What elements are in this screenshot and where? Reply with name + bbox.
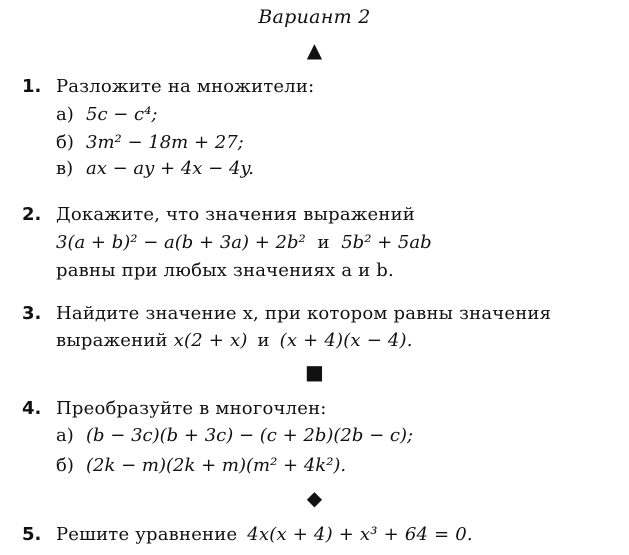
task-2-footer: равны при любых значениях a и b. <box>56 260 394 281</box>
item-label: б) <box>56 455 74 476</box>
task-4b <box>56 455 346 476</box>
task-title: Преобразуйте в многочлен: <box>56 398 327 419</box>
task-number: 3. <box>22 303 42 324</box>
task-line-2 <box>56 330 413 351</box>
task-1b <box>56 132 244 153</box>
item-label: в) <box>56 158 74 179</box>
task-5-line <box>56 524 473 545</box>
triangle-marker-icon: ▲ <box>306 38 323 62</box>
task-number: 2. <box>22 204 42 225</box>
expression-2: 5b² + 5ab <box>341 232 432 253</box>
task-1a <box>56 104 157 125</box>
expression-1: x(2 + x) <box>173 330 248 351</box>
task-title: Докажите, что значения выражений <box>56 204 415 225</box>
task-number: 5. <box>22 524 42 545</box>
expression-2: (x + 4)(x − 4). <box>279 330 413 351</box>
equation: 4x(x + 4) + x³ + 64 = 0. <box>247 524 473 545</box>
item-expr: 5c − c⁴; <box>86 104 158 125</box>
task-1c <box>56 158 254 179</box>
diamond-marker-icon: ◆ <box>306 486 323 510</box>
item-label: а) <box>56 425 74 446</box>
task-4a <box>56 425 413 446</box>
variant-title: Вариант 2 <box>258 6 371 28</box>
item-label: а) <box>56 104 74 125</box>
task-title: Решите уравнение <box>56 524 238 545</box>
square-marker-icon: ■ <box>305 360 324 384</box>
item-expr: (b − 3c)(b + 3c) − (c + 2b)(2b − c); <box>86 425 414 446</box>
item-label: б) <box>56 132 74 153</box>
task-line-1: Найдите значение x, при котором равны значения <box>56 303 552 324</box>
task-number: 1. <box>22 76 42 97</box>
conjunction: и <box>257 330 270 351</box>
line-text: выражений <box>56 330 168 351</box>
conjunction: и <box>317 232 330 253</box>
task-number: 4. <box>22 398 42 419</box>
item-expr: (2k − m)(2k + m)(m² + 4k²). <box>86 455 347 476</box>
expression-1: 3(a + b)² − a(b + 3a) + 2b² <box>56 232 306 253</box>
item-expr: ax − ay + 4x − 4y. <box>86 158 254 179</box>
task-title: Разложите на множители: <box>56 76 315 97</box>
item-expr: 3m² − 18m + 27; <box>86 132 244 153</box>
task-2-expressions <box>56 232 432 253</box>
